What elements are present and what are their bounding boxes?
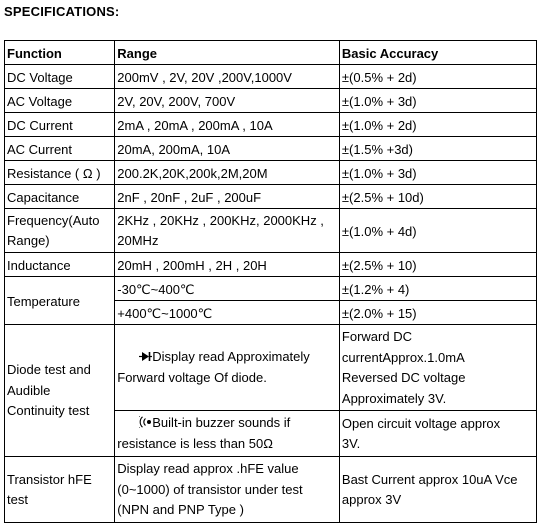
table-row [5,113,537,137]
accuracy-line: Open circuit voltage approx [341,415,501,431]
accuracy-cell: ±(1.2% + 4) [339,277,536,301]
function-line: Audible [7,382,51,398]
table-row [5,161,537,185]
accuracy-cell: ±(2.0% + 15) [339,301,536,325]
accuracy-cell: ±(1.0% + 3d) [339,161,536,185]
table-row [5,277,537,301]
range-cell [115,325,340,411]
accuracy-line: Bast Current approx 10uA Vce [341,471,518,487]
accuracy-cell [339,325,536,411]
range-cell: 2V, 20V, 200V, 700V [115,89,340,113]
accuracy-cell: ±(1.0% + 4d) [339,209,536,253]
accuracy-line: approx 3V [341,492,402,507]
function-line: test [7,492,28,507]
accuracy-cell: ±(1.0% + 3d) [339,89,536,113]
table-row [5,253,537,277]
function-line: Continuity test [7,403,90,419]
range-line: 2KHz , 20KHz , 200KHz, 2000KHz , [117,212,324,228]
range-line: resistance is less than 50Ω [117,436,273,452]
table-row [5,457,537,523]
function-cell: DC Voltage [5,65,115,89]
accuracy-cell: ±(2.5% + 10d) [339,185,536,209]
range-line: (NPN and PNP Type ) [117,502,244,518]
header-row [5,41,537,65]
table-row [5,65,537,89]
range-cell: +400℃~1000℃ [115,301,340,325]
diode-icon [139,348,152,369]
range-line [117,347,337,368]
function-cell: AC Current [5,137,115,161]
buzzer-icon [139,414,152,435]
accuracy-cell [339,457,536,523]
range-cell: -30℃~400℃ [115,277,340,301]
range-cell: 2nF , 20nF , 2uF , 200uF [115,185,340,209]
accuracy-line: Forward DC [341,329,412,344]
function-cell [5,209,115,253]
accuracy-cell [339,411,536,457]
range-line: (0~1000) of transistor under test [117,481,303,497]
function-line: Diode test and [7,362,91,378]
function-line: Transistor hFE [7,471,92,487]
page-title: SPECIFICATIONS: [4,4,120,19]
function-cell: DC Current [5,113,115,137]
specifications-table [4,40,537,523]
accuracy-line: 3V. [341,436,361,451]
accuracy-cell: ±(2.5% + 10) [339,253,536,277]
header-accuracy: Basic Accuracy [339,41,536,65]
range-cell [115,457,340,523]
accuracy-line: Approximately 3V. [341,390,447,406]
range-line: Display read approx .hFE value [117,461,299,477]
range-cell [115,209,340,253]
table-row [5,137,537,161]
function-cell: Inductance [5,253,115,277]
range-line: 20MHz [117,233,159,248]
table-row [5,209,537,253]
accuracy-line: currentApprox.1.0mA [341,349,465,365]
accuracy-cell: ±(1.5% +3d) [339,137,536,161]
range-line-text: Display read Approximately [152,349,310,365]
accuracy-cell: ±(0.5% + 2d) [339,65,536,89]
range-cell: 20mH , 200mH , 2H , 20H [115,253,340,277]
header-range: Range [115,41,340,65]
range-cell: 2mA , 20mA , 200mA , 10A [115,113,340,137]
function-line: Range) [7,233,50,248]
range-cell: 200.2K,20K,200k,2M,20M [115,161,340,185]
accuracy-line: Reversed DC voltage [341,370,466,385]
header-function: Function [5,41,115,65]
table-row [5,185,537,209]
function-cell [5,325,115,457]
table-row [5,325,537,411]
function-cell: Capacitance [5,185,115,209]
function-cell: Resistance ( Ω ) [5,161,115,185]
table-row [5,89,537,113]
range-line-text: Built-in buzzer sounds if [152,415,291,431]
range-line: Forward voltage Of diode. [117,370,267,386]
range-cell: 20mA, 200mA, 10A [115,137,340,161]
function-cell: AC Voltage [5,89,115,113]
function-cell: Temperature [5,277,115,325]
function-line: Frequency(Auto [7,212,100,228]
function-cell [5,457,115,523]
range-line [117,413,337,434]
range-cell: 200mV , 2V, 20V ,200V,1000V [115,65,340,89]
range-cell [115,411,340,457]
accuracy-cell: ±(1.0% + 2d) [339,113,536,137]
